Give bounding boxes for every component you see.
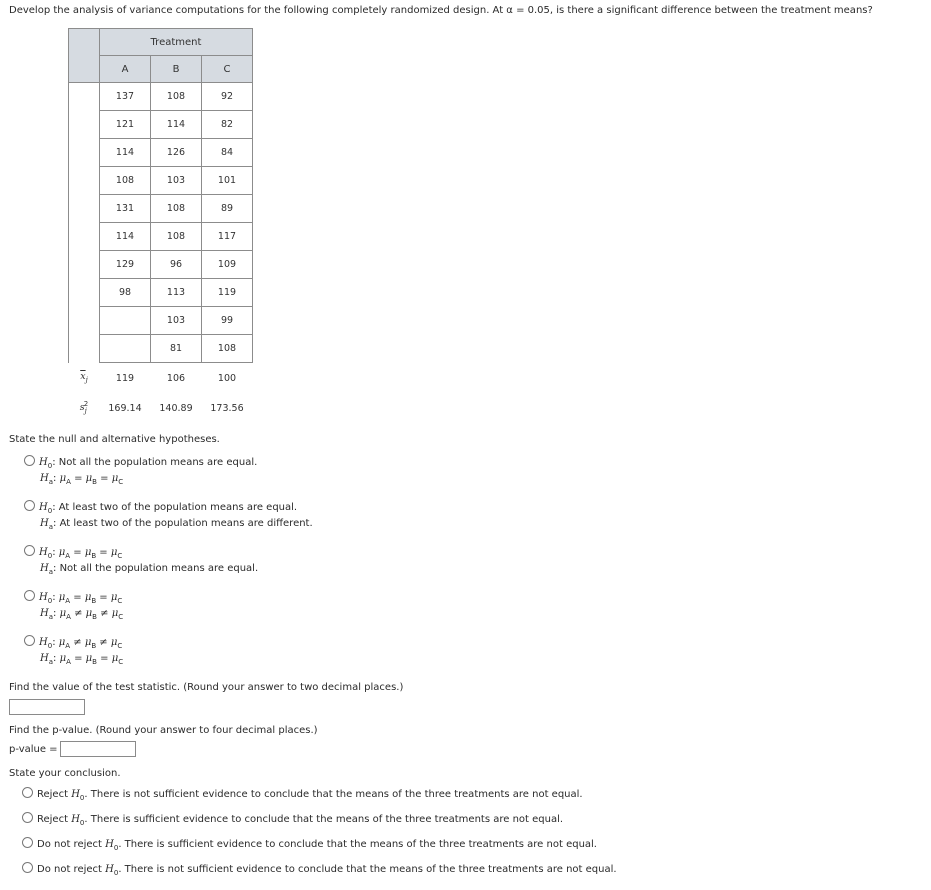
radio-button[interactable] [24,545,35,556]
variance-value: 169.14 [108,402,142,414]
row-stub [69,307,100,335]
table-cell: 109 [202,251,253,279]
table-cell: 131 [100,195,151,223]
column-header-b: B [151,56,202,83]
radio-button[interactable] [24,635,35,646]
row-stub [69,167,100,195]
table-cell: 129 [100,251,151,279]
column-header-a: A [100,56,151,83]
mean-value: 100 [217,372,237,384]
table-cell: 113 [151,279,202,307]
hypothesis-alt-1: $H_a$: $\mu_A = \mu_B = \mu_C$ [40,473,124,486]
table-cell: 117 [202,223,253,251]
hypothesis-alt-4: $H_a$: $\mu_A \ne \mu_B \ne \mu_C$ [40,608,124,621]
test-stat-prompt: Find the value of the test statistic. (Round your answer to two decimal places.) [9,682,404,693]
table-cell: 96 [151,251,202,279]
radio-button[interactable] [22,787,33,798]
table-cell: 114 [100,223,151,251]
radio-button[interactable] [24,590,35,601]
row-stub [69,83,100,111]
radio-button[interactable] [22,862,33,873]
table-cell: 114 [151,111,202,139]
radio-button[interactable] [22,837,33,848]
hypothesis-alt-5: $H_a$: $\mu_A = \mu_B = \mu_C$ [40,653,124,666]
column-header-c: C [202,56,253,83]
conclusion-option-4[interactable]: Do not reject $H_0$. There is not sufficient evidence to conclude that the means of the three treatments are not equal. [22,862,617,877]
question-text: Develop the analysis of variance computations for the following completely randomized design. At α = 0.05, is there a significant difference between the treatment means? [9,5,873,16]
conclusion-option-3[interactable]: Do not reject $H_0$. There is sufficient evidence to conclude that the means of the three treatments are not equal. [22,837,597,852]
treatment-header: Treatment [100,29,253,56]
table-cell: 121 [100,111,151,139]
table-corner [69,29,100,83]
radio-button[interactable] [22,812,33,823]
table-cell [100,335,151,363]
table-cell: 108 [151,223,202,251]
table-cell: 108 [151,195,202,223]
mean-value: 119 [115,372,135,384]
variance-label: $s_j^2$ [79,400,89,416]
mean-label: $\overline{x}_j$ [80,371,88,385]
data-table [68,28,253,423]
table-cell: 92 [202,83,253,111]
table-cell: 108 [202,335,253,363]
row-stub [69,195,100,223]
hypothesis-alt-3: $H_a$: Not all the population means are equal. [40,563,259,576]
variance-value: 173.56 [210,402,244,414]
hypothesis-option-3[interactable]: $H_0$: $\mu_A = \mu_B = \mu_C$ [24,545,122,560]
table-cell: 99 [202,307,253,335]
row-stub [69,111,100,139]
row-stub [69,139,100,167]
table-cell: 98 [100,279,151,307]
table-cell: 84 [202,139,253,167]
pvalue-label: p-value = [9,744,58,755]
hypothesis-option-5[interactable]: $H_0$: $\mu_A \ne \mu_B \ne \mu_C$ [24,635,122,650]
conclusion-option-2[interactable]: Reject $H_0$. There is sufficient evidence to conclude that the means of the three treatments are not equal. [22,812,563,827]
row-stub [69,335,100,363]
table-cell: 114 [100,139,151,167]
table-cell: 108 [151,83,202,111]
table-cell: 137 [100,83,151,111]
table-cell: 101 [202,167,253,195]
pvalue-input[interactable] [60,741,136,757]
variance-value: 140.89 [159,402,193,414]
table-cell: 108 [100,167,151,195]
hypothesis-alt-2: $H_a$: At least two of the population means are different. [40,518,313,531]
hypothesis-option-2[interactable]: $H_0$: At least two of the population means are equal. [24,500,297,515]
row-stub [69,251,100,279]
hypothesis-option-4[interactable]: $H_0$: $\mu_A = \mu_B = \mu_C$ [24,590,122,605]
table-cell: 81 [151,335,202,363]
table-cell: 119 [202,279,253,307]
table-cell: 103 [151,167,202,195]
table-cell: 82 [202,111,253,139]
mean-value: 106 [166,372,186,384]
conclusion-option-1[interactable]: Reject $H_0$. There is not sufficient evidence to conclude that the means of the three treatments are not equal. [22,787,583,802]
row-stub [69,279,100,307]
hypotheses-prompt: State the null and alternative hypotheses. [9,434,220,445]
table-cell: 126 [151,139,202,167]
hypothesis-option-1[interactable]: $H_0$: Not all the population means are equal. [24,455,257,470]
conclusion-prompt: State your conclusion. [9,768,121,779]
row-stub [69,223,100,251]
table-cell [100,307,151,335]
table-cell: 89 [202,195,253,223]
test-stat-input[interactable] [9,699,85,715]
pvalue-prompt: Find the p-value. (Round your answer to four decimal places.) [9,725,318,736]
radio-button[interactable] [24,500,35,511]
table-cell: 103 [151,307,202,335]
radio-button[interactable] [24,455,35,466]
